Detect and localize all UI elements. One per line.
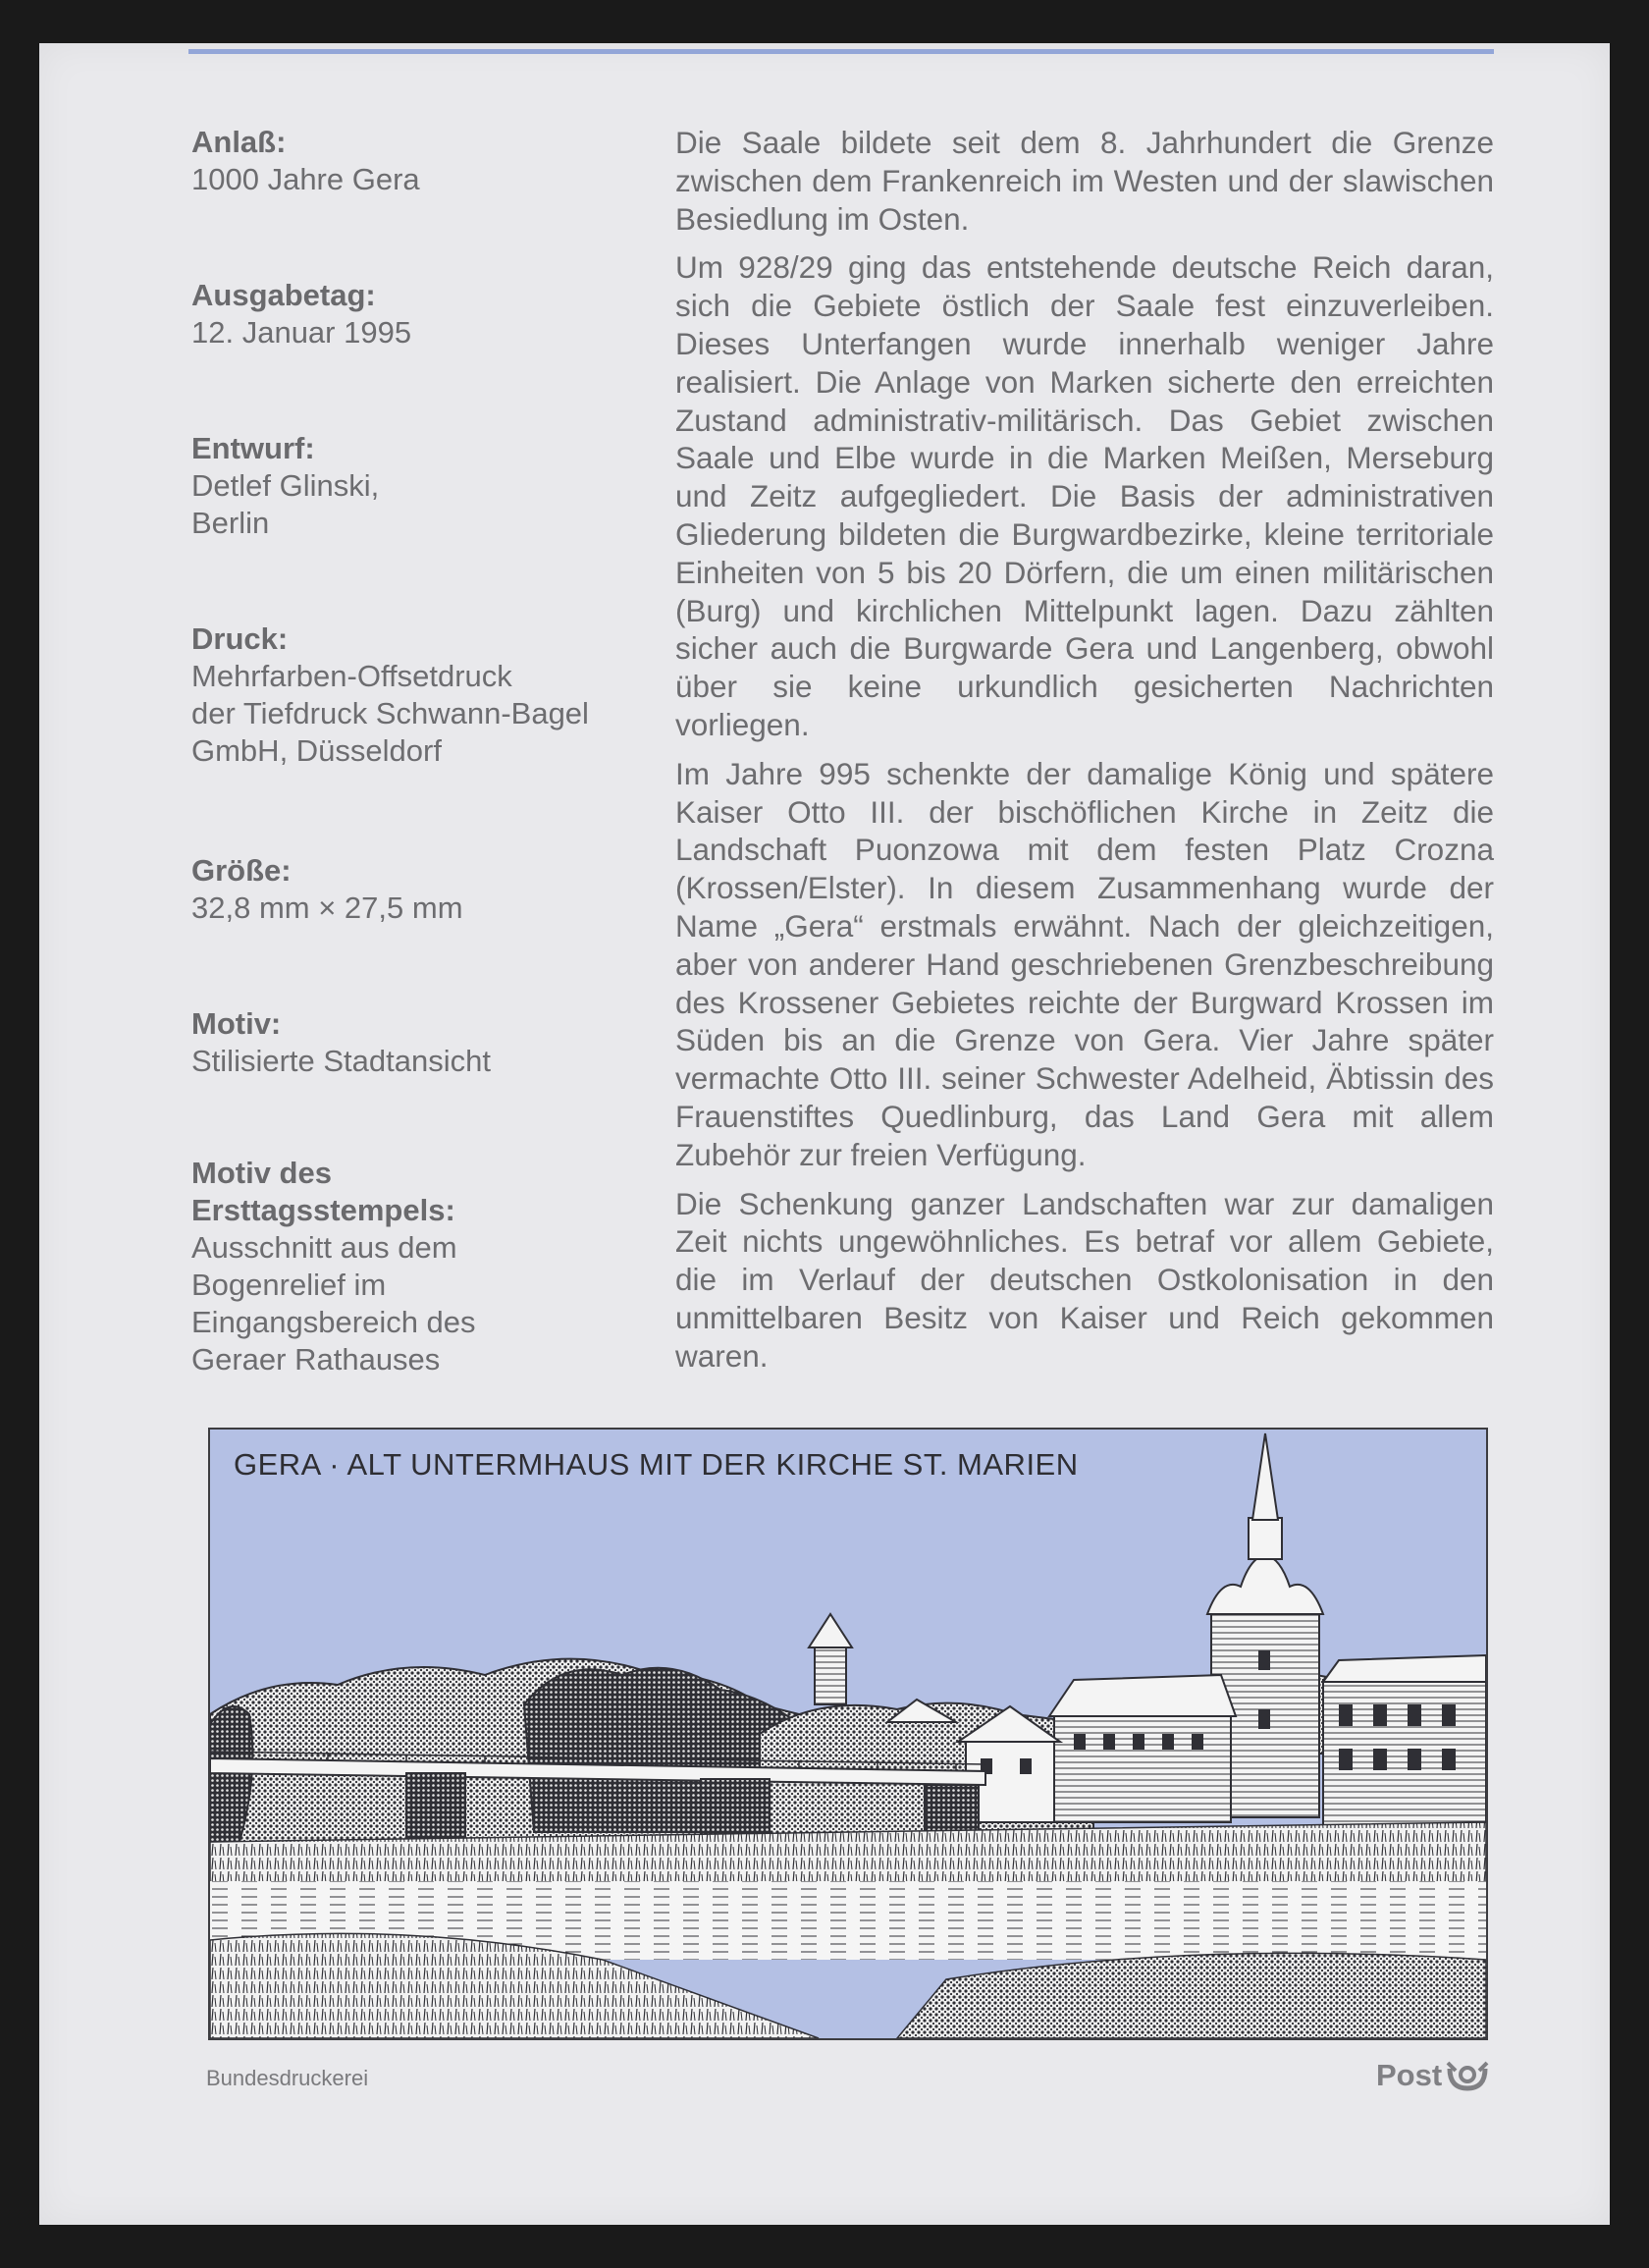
top-rule <box>188 49 1494 54</box>
town-engraving <box>210 1430 1486 2038</box>
field-value: 32,8 mm × 27,5 mm <box>191 891 463 925</box>
field-anlass <box>191 124 420 198</box>
document-page <box>39 43 1610 2225</box>
field-label: Motiv: <box>191 1006 282 1041</box>
field-ausgabetag <box>191 277 411 351</box>
field-groesse <box>191 852 463 927</box>
paragraph: Die Schenkung ganzer Landschaften war zur damaligen Zeit nichts ungewöhnliches. Es betraf vor allem Gebiete, die im Verlauf der deutschen Ostkolonisation in den unmittelbaren Besitz von Kaiser und Reich gekommen waren. <box>675 1185 1494 1374</box>
post-horn-icon <box>1446 2059 1489 2092</box>
printer-credit: Bundesdruckerei <box>206 2066 369 2090</box>
history-text <box>675 124 1494 1386</box>
field-value: 1000 Jahre Gera <box>191 162 420 196</box>
paragraph: Im Jahre 995 schenkte der damalige König und spätere Kaiser Otto III. der bischöflichen Kirche in Zeitz die Landschaft Puonzowa mit dem festen Platz Crozna (Krossen/Elster). In diesem Zusammenhang wurde der Name „Gera“ erstmals erwähnt. Nach der gleichzeitigen, aber von anderer Hand geschriebenen Grenzbeschreibung des Krossener Gebietes reichte der Burgward Krossen im Süden bis an die Grenze von Gera. Vier Jahre später vermachte Otto III. seiner Schwester Adelheid, Äbtissin des Frauenstiftes Quedlinburg, das Land Gera mit allem Zubehör zur freien Verfügung. <box>675 755 1494 1172</box>
field-label: Druck: <box>191 621 289 656</box>
field-motiv <box>191 1005 491 1080</box>
illustration-caption: GERA · ALT UNTERMHAUS MIT DER KIRCHE ST. MARIEN <box>234 1447 1079 1482</box>
post-logo <box>1376 2058 1489 2093</box>
field-value: Stilisierte Stadtansicht <box>191 1044 491 1078</box>
field-value: 12. Januar 1995 <box>191 315 412 350</box>
field-label: Entwurf: <box>191 431 315 465</box>
paragraph: Um 928/29 ging das entstehende deutsche Reich daran, sich die Gebiete östlich der Saale fest einzuverleiben. Dieses Unterfangen wurde innerhalb weniger Jahre realisiert. Die Anlage von Marken sicherte den erreichten Zustand administrativ-militärisch. Das Gebiet zwischen Saale und Elbe wurde in die Marken Meißen, Merseburg und Zeitz aufgegliedert. Die Basis der administrativen Gliederung bildeten die Burgwardbezirke, kleine territoriale Einheiten von 5 bis 20 Dörfern, die um einen militärischen (Burg) und kirchlichen Mittelpunkt lagen. Dazu zählten sicher auch die Burgwarde Gera und Langenberg, obwohl über sie keine urkundlich gesicherten Nachrichten vorliegen. <box>675 249 1494 742</box>
field-label: Größe: <box>191 853 292 888</box>
field-motiv-stempel <box>191 1155 476 1378</box>
field-label: Ausgabetag: <box>191 278 376 312</box>
field-label: Motiv des Ersttagsstempels: <box>191 1156 455 1227</box>
paragraph: Die Saale bildete seit dem 8. Jahrhundert die Grenze zwischen dem Frankenreich im Westen und der slawischen Besiedlung im Osten. <box>675 125 1494 237</box>
field-entwurf <box>191 430 379 542</box>
field-value: Ausschnitt aus dem Bogenrelief im Eingangsbereich des Geraer Rathauses <box>191 1230 476 1377</box>
field-label: Anlaß: <box>191 125 287 159</box>
field-value: Mehrfarben-Offsetdruck der Tiefdruck Schwann-Bagel GmbH, Düsseldorf <box>191 659 589 768</box>
field-value: Detlef Glinski, Berlin <box>191 468 380 540</box>
town-illustration <box>208 1428 1488 2040</box>
field-druck <box>191 621 589 770</box>
post-wordmark: Post <box>1376 2058 1443 2092</box>
